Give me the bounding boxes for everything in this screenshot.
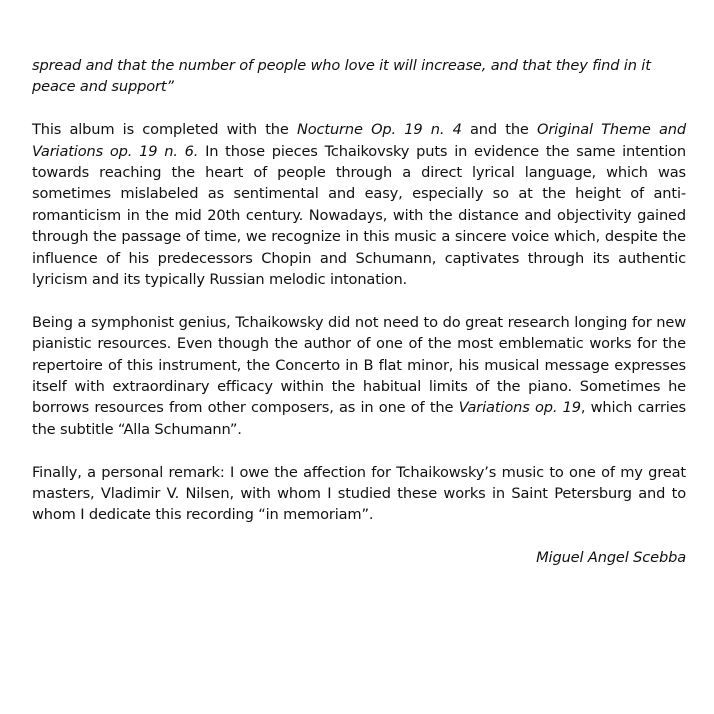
work-title-variations-op19: Variations op. 19 [458, 399, 581, 417]
paragraph-nocturne [32, 119, 686, 290]
author-signature: Miguel Angel Scebba [536, 549, 686, 567]
liner-notes-page [32, 55, 686, 569]
paragraph-symphonist [32, 312, 686, 440]
paragraph-nocturne-text-1: This album is completed with the [32, 121, 297, 139]
quote-ending: spread and that the number of people who love it will increase, and that they find in it peace and support” [32, 57, 651, 96]
work-title-variations: Original Theme and Variations op. 19 n. 6. [32, 121, 686, 160]
paragraph-nocturne-text-2: and the [461, 121, 537, 139]
paragraph-nocturne-text-3: In those pieces Tchaikovsky puts in evidence the same intention towards reaching the heart of people through a direct lyrical language, which was sometimes mislabeled as sentimental and easy, especially so at the height of anti-romanticism in the mid 20th century. Nowadays, with the distance and objectivity gained through the passage of time, we recognize in this music a sincere voice which, despite the influence of his predecessors Chopin and Schumann, captivates through its authentic lyricism and its typically Russian melodic intonation. [32, 142, 686, 289]
paragraph-symphonist-text-1: Being a symphonist genius, Tchaikowsky did not need to do great research longing for new pianistic resources. Even though the author of one of the most emblematic works for the repertoire of this instrument, the Concerto in B flat minor, his musical message expresses itself with extraordinary efficacy within the habitual limits of the piano. Sometimes he borrows resources from other composers, as in one of the [32, 313, 686, 417]
paragraph-symphonist-text-2: , which carries the subtitle “Alla Schumann”. [32, 399, 686, 438]
paragraph-personal-remark: Finally, a personal remark: I owe the affection for Tchaikowsky’s music to one of my great masters, Vladimir V. Nilsen, with whom I studied these works in Saint Petersburg and to whom I dedicate this recording “in memoriam”. [32, 463, 686, 524]
work-title-nocturne: Nocturne Op. 19 n. 4 [296, 121, 462, 139]
